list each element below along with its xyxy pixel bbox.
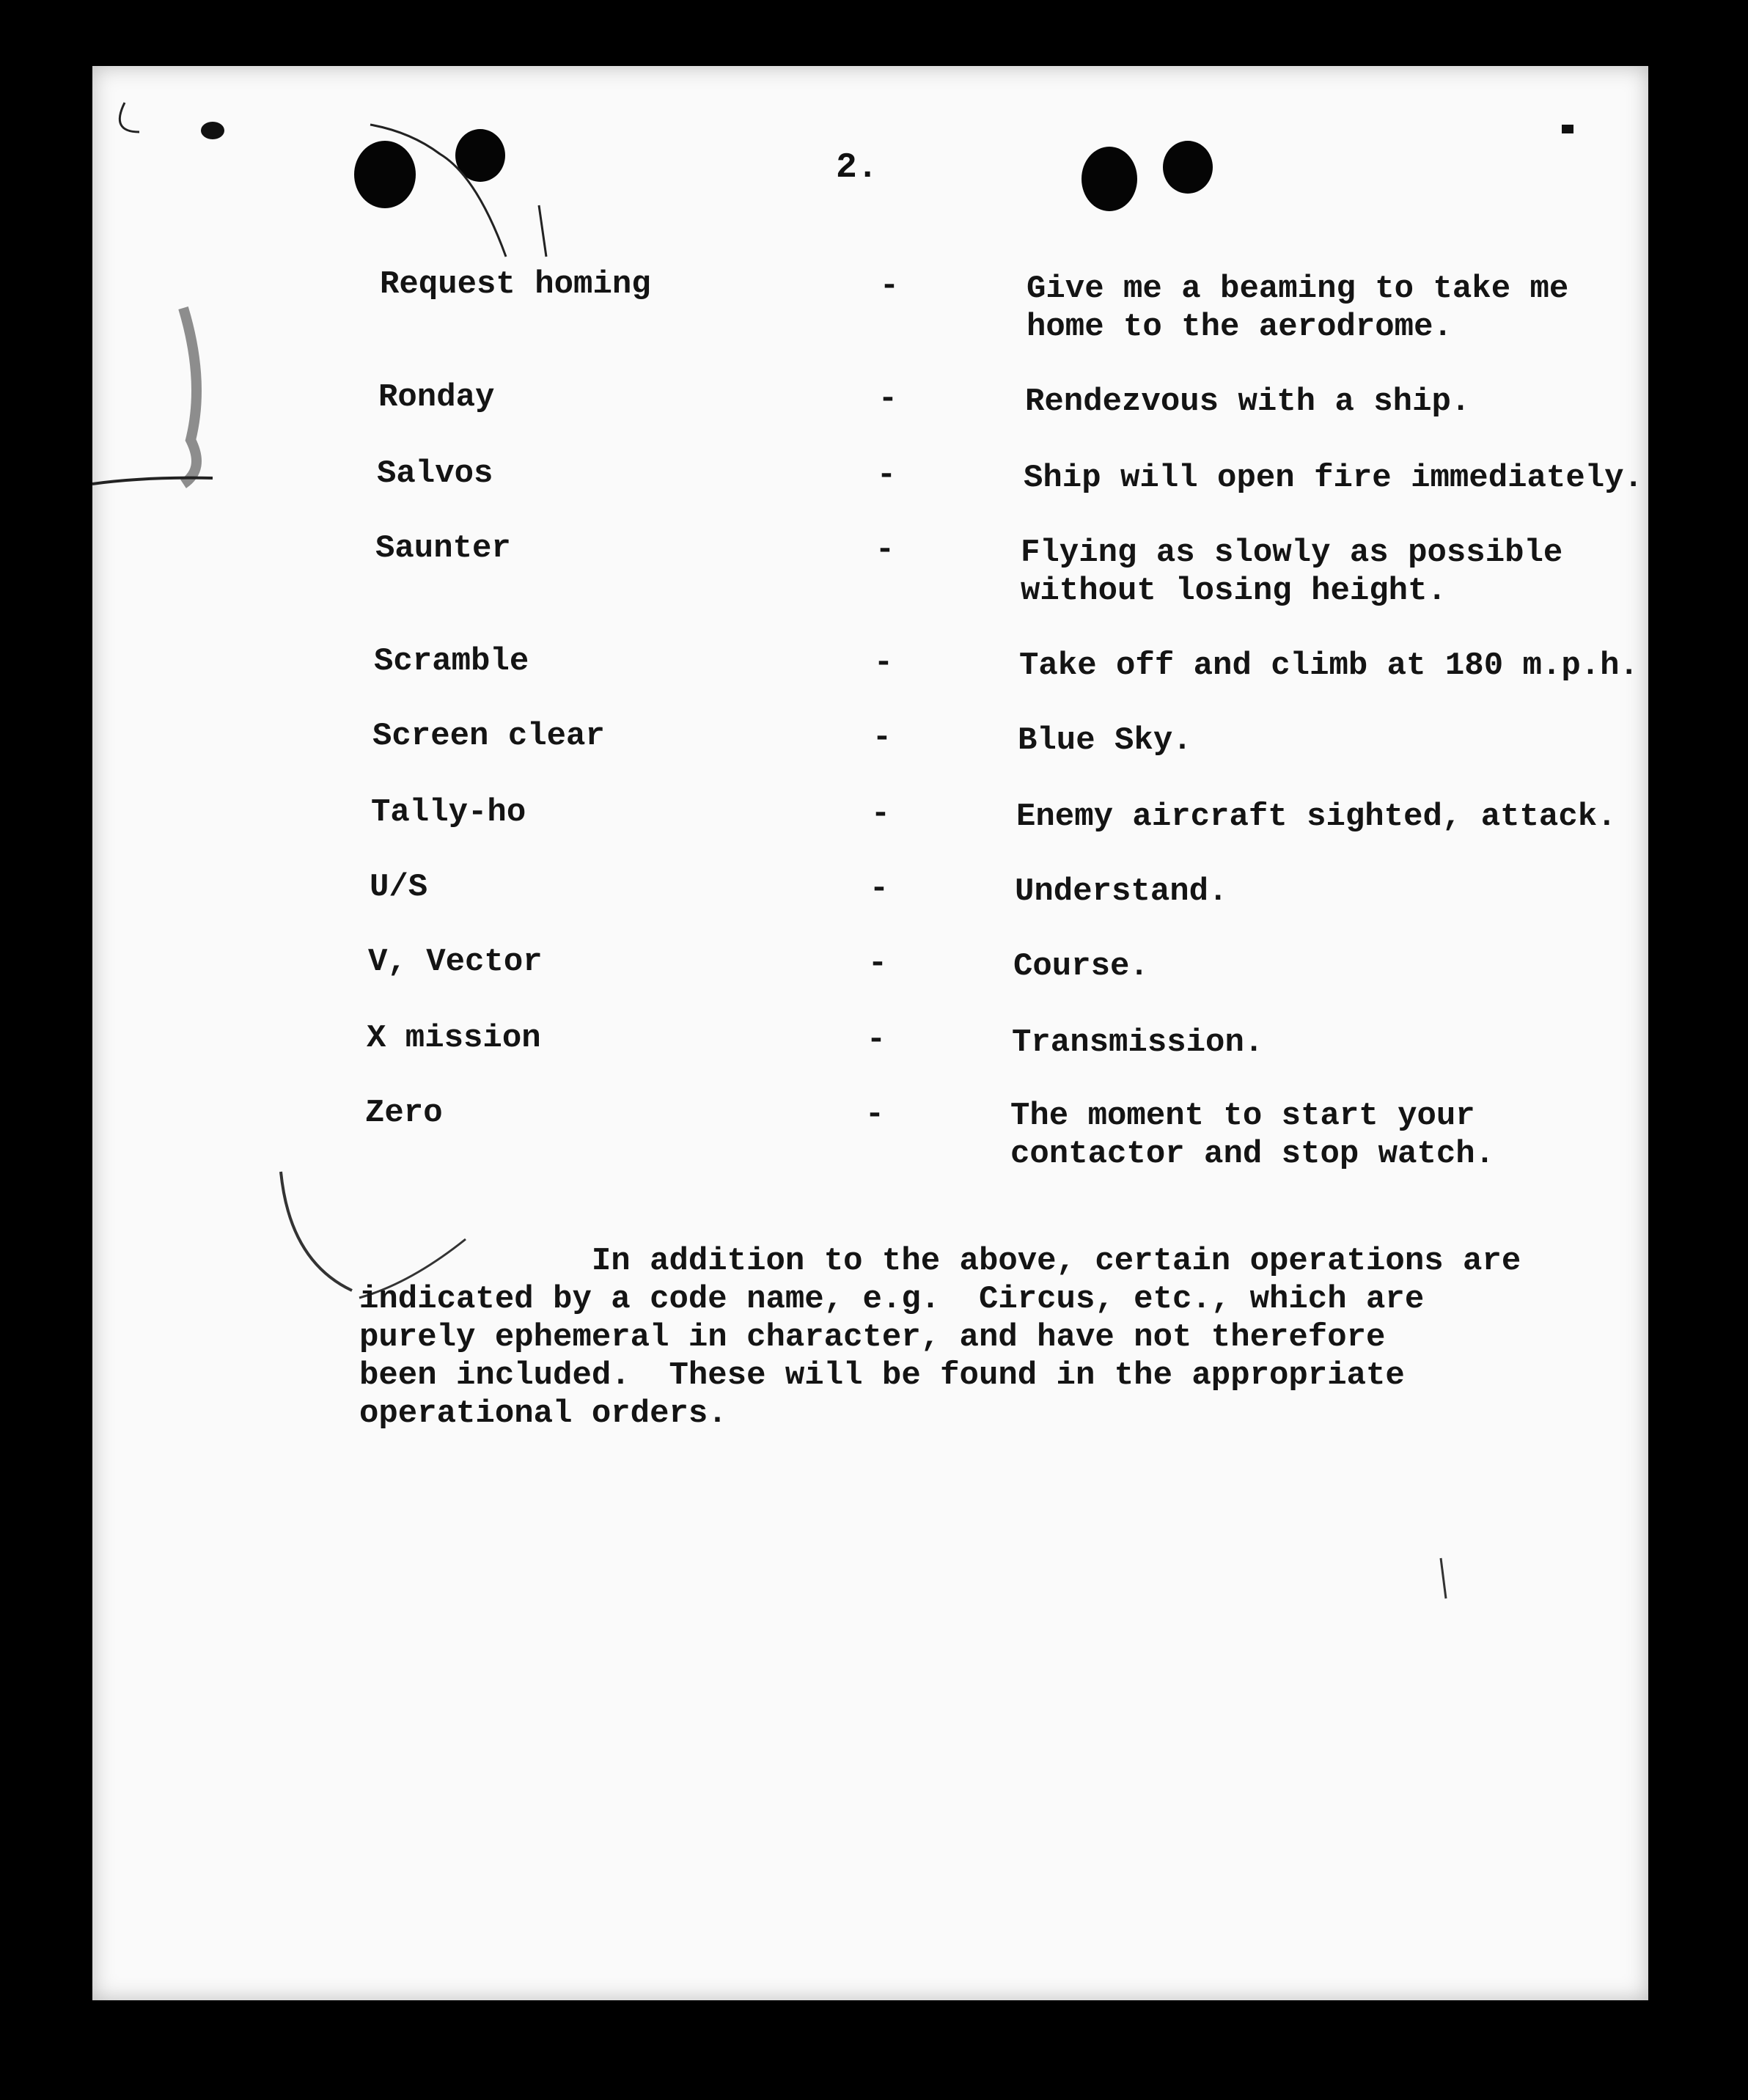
glossary-definition: The moment to start your contactor and stop watch.	[1010, 1098, 1495, 1172]
glossary-term: Tally-ho	[371, 794, 526, 831]
glossary-separator: -	[875, 532, 895, 568]
glossary-separator: -	[864, 1096, 885, 1133]
glossary-term: Ronday	[378, 379, 495, 416]
glossary-separator: -	[870, 796, 891, 832]
glossary-separator: -	[879, 268, 900, 304]
glossary-term: Request homing	[380, 266, 651, 303]
glossary-separator: -	[878, 381, 898, 417]
punch-hole	[354, 141, 416, 208]
glossary-term: V, Vector	[368, 944, 543, 980]
page-number: 2.	[836, 148, 878, 188]
glossary-term: Scramble	[374, 643, 529, 680]
glossary-term: X mission	[367, 1020, 541, 1057]
glossary-definition: Flying as slowly as possible without losing height.	[1021, 535, 1563, 609]
glossary-separator: -	[867, 945, 888, 982]
glossary-definition: Transmission.	[1012, 1024, 1264, 1061]
glossary-separator: -	[873, 645, 894, 681]
glossary-definition: Understand.	[1015, 873, 1228, 910]
glossary-term: Salvos	[377, 455, 493, 492]
glossary-term: U/S	[370, 869, 428, 906]
punch-hole	[1082, 147, 1137, 211]
glossary-definition: Course.	[1013, 948, 1149, 985]
glossary-term: Screen clear	[372, 718, 605, 755]
glossary-definition: Ship will open fire immediately.	[1024, 460, 1643, 496]
glossary-definition: Give me a beaming to take me home to the aerodrome.	[1027, 271, 1569, 345]
glossary-definition: Blue Sky.	[1018, 722, 1192, 759]
glossary-definition: Rendezvous with a ship.	[1025, 383, 1471, 420]
glossary-separator: -	[866, 1021, 886, 1058]
glossary-definition: Enemy aircraft sighted, attack.	[1016, 798, 1617, 835]
glossary-definition: Take off and climb at 180 m.p.h.	[1019, 647, 1639, 684]
closing-paragraph: In addition to the above, certain operations are indicated by a code name, e.g. Circus, etc., which are purely ephemeral in character, and have not therefore been included. These will be found in the appropriate operational orders.	[359, 1243, 1521, 1432]
glossary-term: Saunter	[375, 530, 511, 567]
glossary-separator: -	[869, 870, 889, 907]
glossary-separator: -	[876, 457, 897, 493]
glossary-separator: -	[872, 719, 892, 756]
glossary-term: Zero	[365, 1095, 443, 1131]
punch-hole	[1163, 141, 1213, 194]
